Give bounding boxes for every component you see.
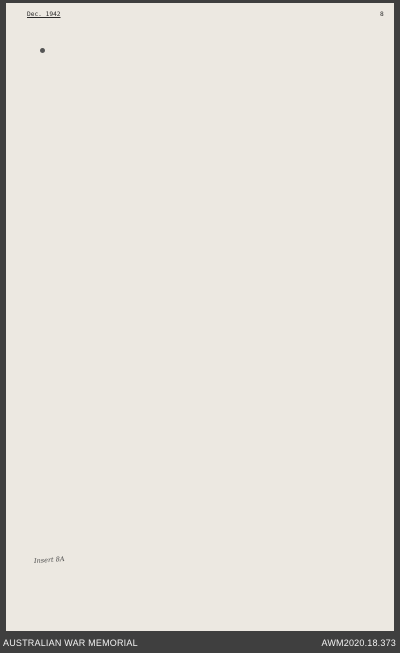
- handwritten-insert-note: Insert 8A: [33, 554, 65, 566]
- page-date: Dec. 1942: [27, 11, 61, 18]
- archive-footer: [0, 634, 400, 653]
- footer-institution: AUSTRALIAN WAR MEMORIAL: [3, 638, 138, 648]
- document-page: [6, 3, 394, 631]
- page-number: 8: [380, 11, 384, 18]
- pin-mark: [40, 48, 45, 53]
- footer-reference-id: AWM2020.18.373: [321, 638, 396, 648]
